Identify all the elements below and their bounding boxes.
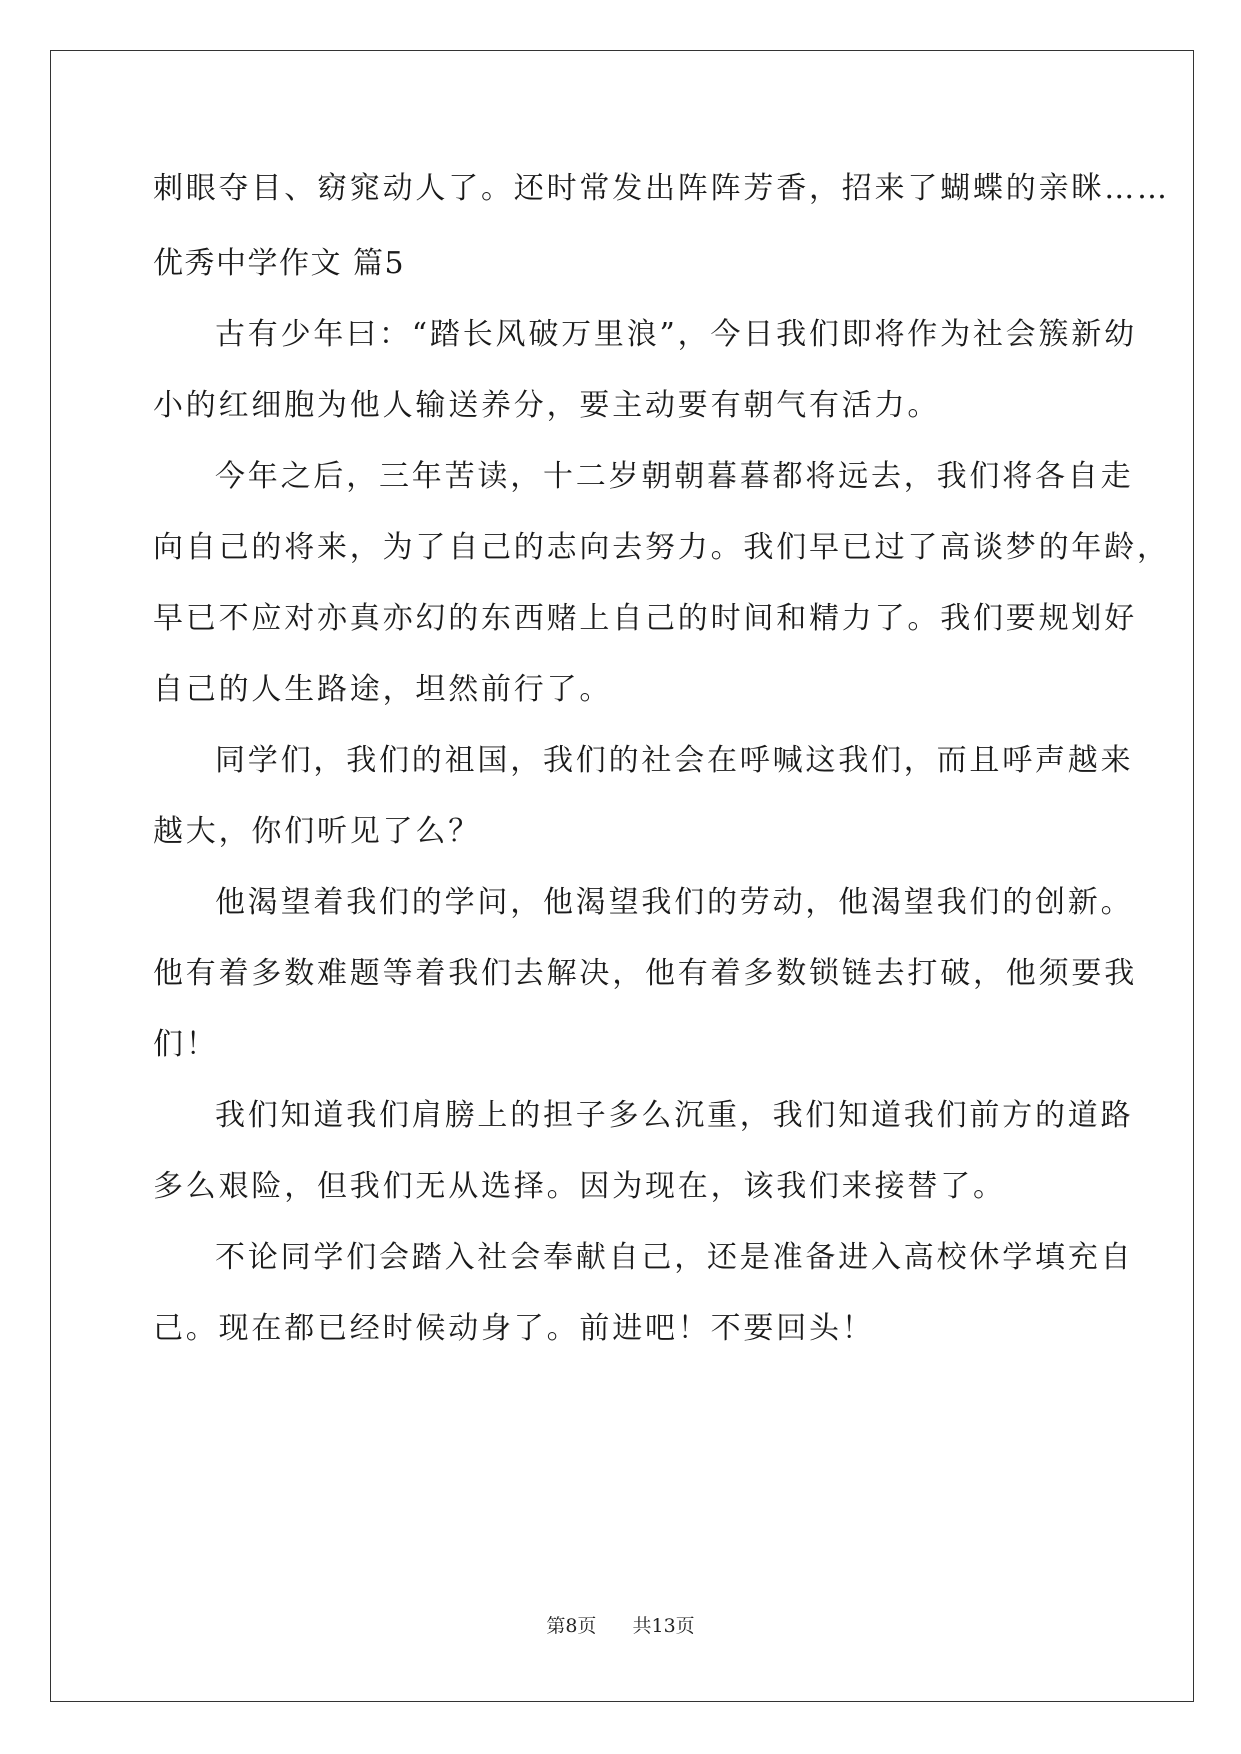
paragraph-4-line-1: 他渴望着我们的学问，他渴望我们的劳动，他渴望我们的创新。 — [215, 885, 1134, 920]
document-body — [153, 150, 1170, 1364]
paragraph-5-line-1: 我们知道我们肩膀上的担子多么沉重，我们知道我们前方的道路 — [215, 1098, 1134, 1133]
paragraph-4-line-3: 们！ — [153, 1027, 219, 1062]
paragraph-3-line-1: 同学们，我们的祖国，我们的社会在呼喊这我们，而且呼声越来 — [215, 743, 1134, 778]
paragraph-6-line-1: 不论同学们会踏入社会奉献自己，还是准备进入高校休学填充自 — [215, 1240, 1134, 1275]
page-total: 共13页 — [632, 1615, 695, 1637]
section-heading: 优秀中学作文 篇5 — [153, 246, 406, 281]
paragraph-2-line-3: 早已不应对亦真亦幻的东西赌上自己的时间和精力了。我们要规划好 — [153, 601, 1137, 636]
paragraph-2-line-1: 今年之后，三年苦读，十二岁朝朝暮暮都将远去，我们将各自走 — [215, 459, 1134, 494]
paragraph-2-line-4: 自己的人生路途，坦然前行了。 — [153, 672, 613, 707]
page-number: 第8页 — [546, 1615, 597, 1637]
paragraph-1-line-2: 小的红细胞为他人输送养分，要主动要有朝气有活力。 — [153, 388, 941, 423]
paragraph-5-line-2: 多么艰险，但我们无从选择。因为现在，该我们来接替了。 — [153, 1169, 1006, 1204]
paragraph-2-line-2: 向自己的将来，为了自己的志向去努力。我们早已过了高谈梦的年龄， — [153, 530, 1170, 565]
paragraph-4-line-2: 他有着多数难题等着我们去解决，他有着多数锁链去打破，他须要我 — [153, 956, 1137, 991]
paragraph-3-line-2: 越大，你们听见了么？ — [153, 814, 481, 849]
text-line-continuation: 刺眼夺目、窈窕动人了。还时常发出阵阵芳香，招来了蝴蝶的亲眯…… — [153, 171, 1170, 206]
page-footer — [0, 1611, 1241, 1638]
paragraph-1-line-1: 古有少年曰：“踏长风破万里浪”，今日我们即将作为社会簇新幼 — [215, 317, 1137, 352]
paragraph-6-line-2: 己。现在都已经时候动身了。前进吧！不要回头！ — [153, 1311, 875, 1346]
